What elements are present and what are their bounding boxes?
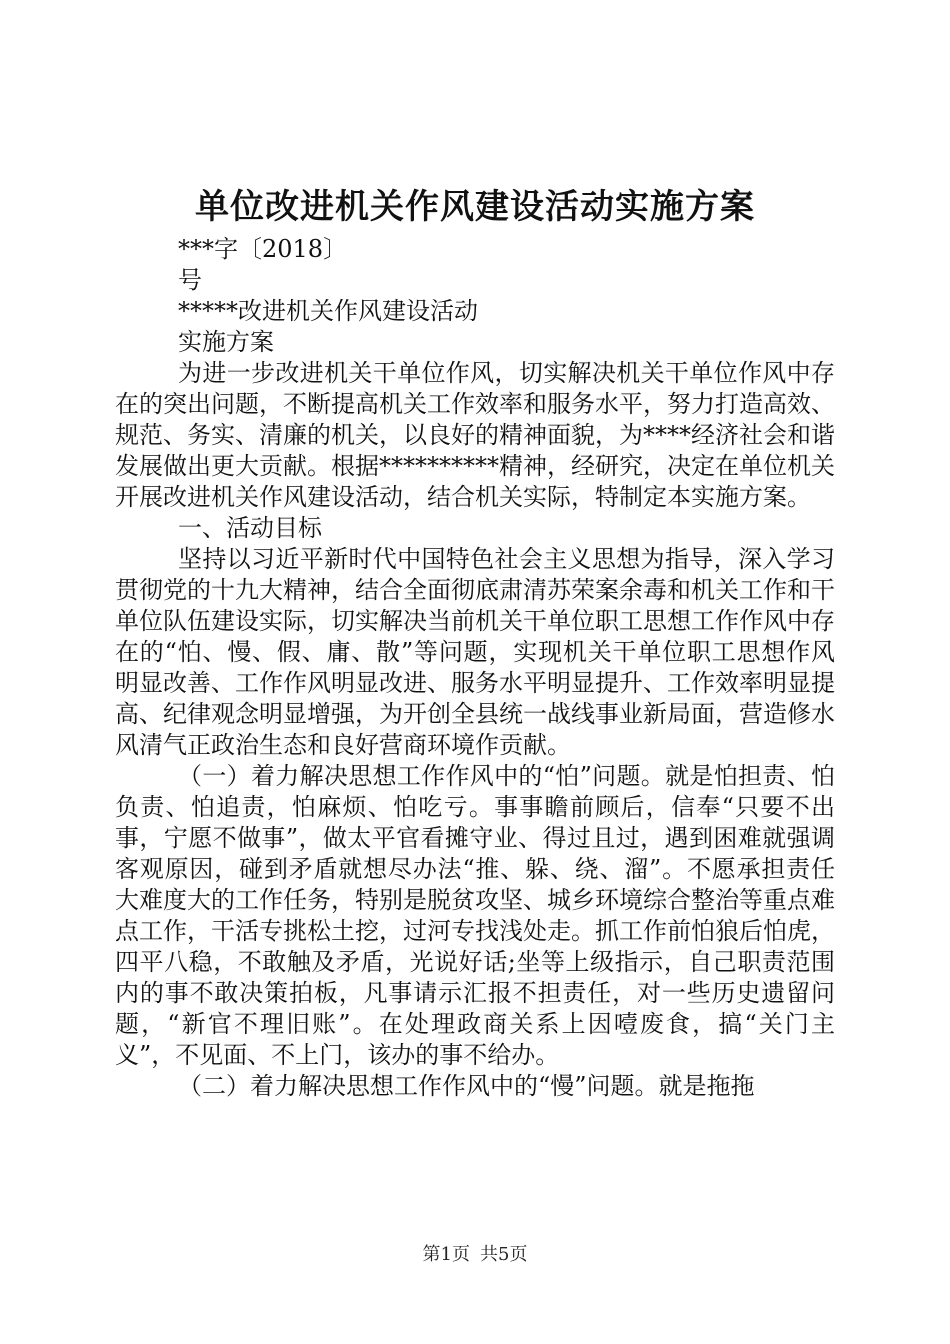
subsection-slow-paragraph: （二）着力解决思想工作作风中的“慢”问题。就是拖拖: [178, 1072, 755, 1100]
page-total: 共5页: [480, 1244, 528, 1265]
subtitle-line-1: *****改进机关作风建设活动: [178, 297, 478, 325]
goals-paragraph: 坚持以习近平新时代中国特色社会主义思想为指导，深入学习贯彻党的十九大精神，结合全面彻底肃清苏荣案余毒和机关工作和干单位队伍建设实际，切实解决当前机关干单位职工思想工作作风中存在的“怕、慢、假、庸、散”等问题，实现机关干单位职工思想作风明显改善、工作作风明显改进、服务水平明显提升、工作效率明显提高、纪律观念明显增强，为开创全县统一战线事业新局面，营造修水风清气正政治生态和良好营商环境作贡献。: [115, 545, 835, 759]
document-title: 单位改进机关作风建设活动实施方案: [195, 187, 755, 227]
document-body: [115, 234, 835, 1102]
section-heading-goals: 一、活动目标: [178, 514, 322, 542]
document-number-line: ***字〔2018〕: [178, 235, 348, 263]
document-number-suffix: 号: [178, 266, 202, 294]
page-footer: [0, 1243, 950, 1267]
subtitle-line-2: 实施方案: [178, 328, 274, 356]
intro-paragraph: 为进一步改进机关干单位作风，切实解决机关干单位作风中存在的突出问题，不断提高机关工作效率和服务水平，努力打造高效、规范、务实、清廉的机关，以良好的精神面貌，为****经济社会和谐发展做出更大贡献。根据**********精神，经研究，决定在单位机关开展改进机关作风建设活动，结合机关实际，特制定本实施方案。: [115, 359, 835, 511]
subsection-fear-paragraph: （一）着力解决思想工作作风中的“怕”问题。就是怕担责、怕负责、怕追责，怕麻烦、怕吃亏。事事瞻前顾后，信奉“只要不出事，宁愿不做事”，做太平官看摊守业、得过且过，遇到困难就强调客观原因，碰到矛盾就想尽办法“推、躲、绕、溜”。不愿承担责任大难度大的工作任务，特别是脱贫攻坚、城乡环境综合整治等重点难点工作，干活专挑松土挖，过河专找浅处走。抓工作前怕狼后怕虎，四平八稳，不敢触及矛盾，光说好话;坐等上级指示，自己职责范围内的事不敢决策拍板，凡事请示汇报不担责任，对一些历史遗留问题，“新官不理旧账”。在处理政商关系上因噎废食，搞“关门主义”，不见面、不上门，该办的事不给办。: [115, 762, 835, 1069]
page-number: 第1页: [422, 1244, 470, 1265]
